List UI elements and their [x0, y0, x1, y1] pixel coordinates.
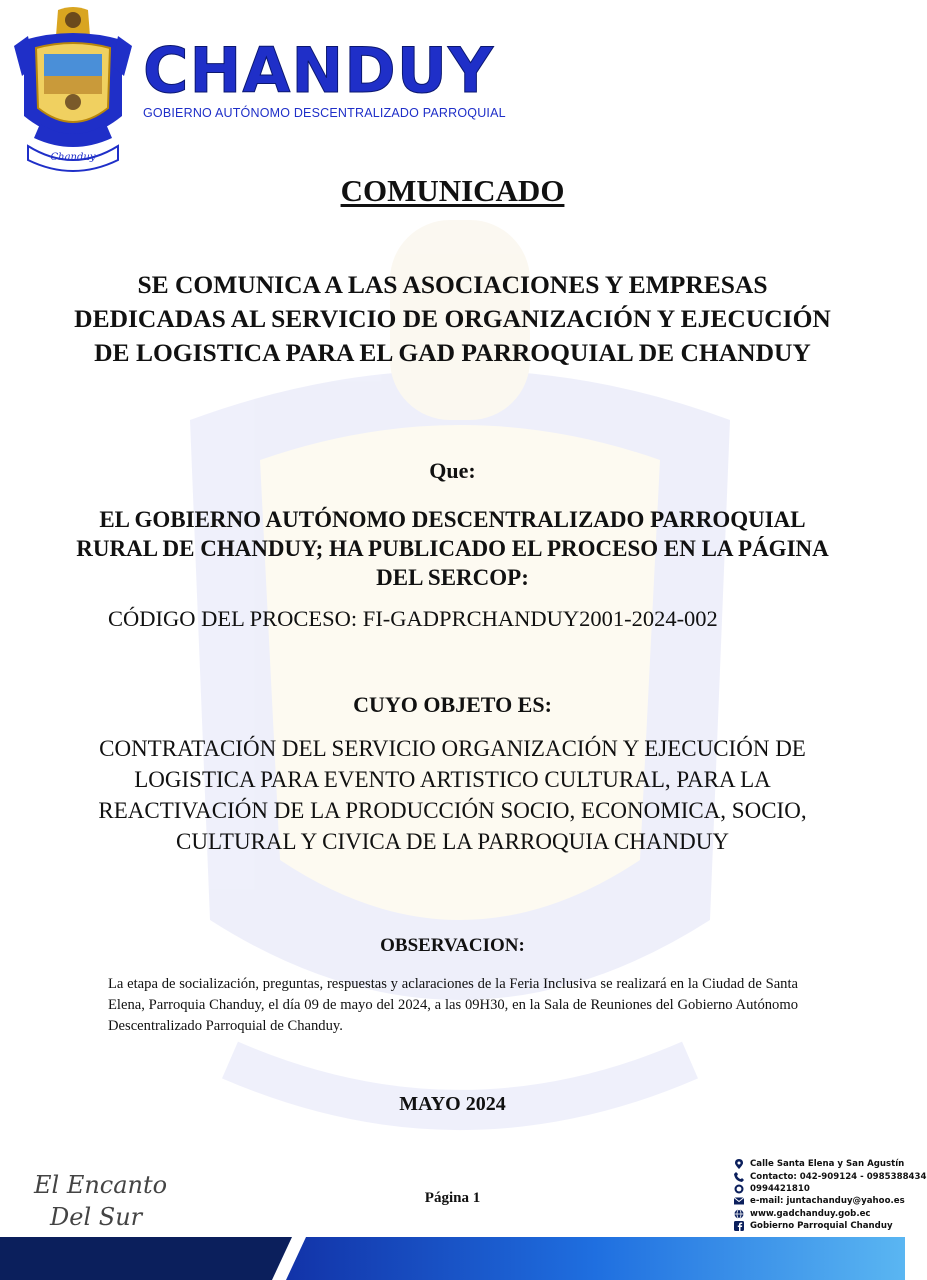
contact-address-text: Calle Santa Elena y San Agustín: [750, 1159, 905, 1170]
contact-phone: [734, 1170, 927, 1182]
slogan-line-1: El Encanto: [34, 1171, 168, 1199]
document-date: MAYO 2024: [399, 1093, 506, 1115]
contact-whatsapp-text: 0994421810: [750, 1183, 810, 1194]
gad-statement: EL GOBIERNO AUTÓNOMO DESCENTRALIZADO PARROQUIAL RURAL DE CHANDUY; HA PUBLICADO EL PROCESO EN LA PÁGINA DEL SERCOP:: [76, 507, 829, 590]
email-icon: [734, 1196, 744, 1206]
brand-name: CHANDUY: [143, 34, 494, 107]
observacion-label: OBSERVACION:: [380, 935, 525, 956]
process-code: CÓDIGO DEL PROCESO: FI-GADPRCHANDUY2001-2024-002: [108, 606, 718, 631]
web-icon: [734, 1209, 744, 1219]
location-pin-icon: [734, 1159, 744, 1169]
intro-heading: SE COMUNICA A LAS ASOCIACIONES Y EMPRESAS DEDICADAS AL SERVICIO DE ORGANIZACIÓN Y EJECUCIÓN DE LOGISTICA PARA EL GAD PARROQUIAL DE CHANDUY: [74, 270, 831, 367]
contact-facebook: [734, 1220, 905, 1232]
facebook-icon: [734, 1221, 744, 1231]
page-number: Página 1: [424, 1190, 481, 1206]
observacion-text: La etapa de socialización, preguntas, respuestas y aclaraciones de la Feria Inclusiva se realizará en la Ciudad de Santa Elena, Parroquia Chanduy, el día 09 de mayo del 2024, a las 09H30, en la Sala de Reuniones del Gobierno Autónomo Descentralizado Parroquial de Chanduy.: [108, 976, 798, 1034]
letterhead: [0, 0, 905, 175]
document-title: COMUNICADO: [340, 173, 565, 208]
slogan-line-2: Del Sur: [50, 1203, 143, 1231]
contact-email-text: e-mail: juntachanduy@yahoo.es: [750, 1196, 905, 1207]
contact-phone-text: Contacto: 042-909124 - 0985388434: [750, 1171, 927, 1182]
contact-web-text: www.gadchanduy.gob.ec: [750, 1208, 871, 1219]
contact-email: [734, 1195, 905, 1207]
coat-of-arms-icon: [14, 6, 132, 172]
brand-logo: [143, 34, 506, 122]
brand-subtitle: GOBIERNO AUTÓNOMO DESCENTRALIZADO PARROQUIAL: [143, 106, 506, 120]
slogan-script: [28, 1165, 168, 1235]
que-label: Que:: [429, 458, 476, 483]
contact-address: [734, 1158, 905, 1170]
objeto-text: CONTRATACIÓN DEL SERVICIO ORGANIZACIÓN Y EJECUCIÓN DE LOGISTICA PARA EVENTO ARTISTICO CULTURAL, PARA LA REACTIVACIÓN DE LA PRODUCCIÓN SOCIO, ECONOMICA, SOCIO, CULTURAL Y CIVICA DE LA PARROQUIA CHANDUY: [98, 736, 807, 854]
footer-color-band: [0, 1237, 905, 1280]
phone-icon: [734, 1172, 744, 1182]
seal-ribbon-text: Chanduy: [50, 152, 96, 163]
contact-facebook-text: Gobierno Parroquial Chanduy: [750, 1221, 893, 1232]
contact-whatsapp: [734, 1183, 905, 1195]
objeto-label: CUYO OBJETO ES:: [353, 692, 552, 717]
contact-web: [734, 1208, 905, 1220]
whatsapp-icon: [734, 1184, 744, 1194]
contact-info: [734, 1158, 927, 1232]
